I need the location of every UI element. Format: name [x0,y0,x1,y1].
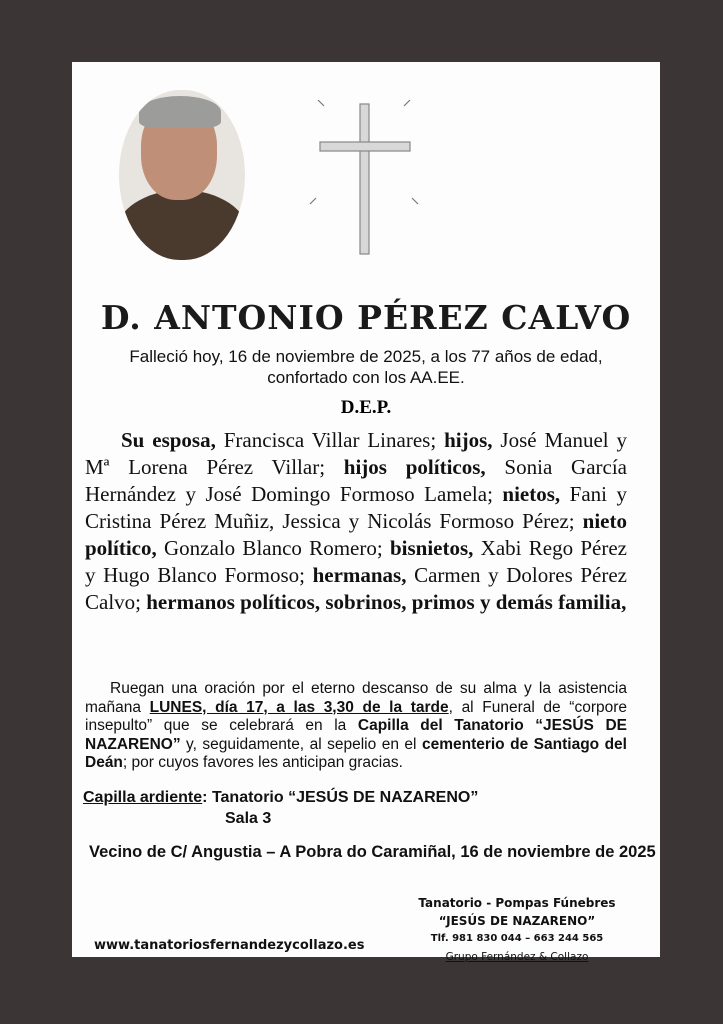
funeral-home-type: Tanatorio - Pompas Fúnebres [418,896,616,910]
funeral-home-phone: Tlf. 981 830 044 – 663 244 565 [430,933,604,944]
residence-line: Vecino de C/ Angustia – A Pobra do Caramiñal, 16 de noviembre de 2025 [89,843,656,861]
family-relation: nietos, [502,482,561,506]
family-list [85,427,627,616]
family-members: Carmen y Dolores Pérez Calvo; [85,563,627,614]
obituary-notice [72,62,660,963]
wake-room [83,787,478,829]
funeral-home-name: “JESÚS DE NAZARENO” [438,914,596,928]
text: , al Funeral de “corpore insepulto” que se celebrará en la [85,698,628,734]
family-members: Xabi Rego Pérez y Hugo Blanco Formoso; [85,536,627,587]
cemetery: cementerio de Santiago del Deán [85,735,627,771]
wake-label: Capilla ardiente [83,789,203,806]
text: Ruegan una oración por el eterno descanso de su alma y la asistencia mañana [85,680,627,716]
wake-place: Tanatorio “JESÚS DE NAZARENO” [211,789,479,806]
text: y, seguidamente, al sepelio en el [180,735,422,753]
family-members: Francisca Villar Linares; [215,428,445,452]
dep: D.E.P. [340,397,392,418]
sacraments-line: confortado con los AA.EE. [267,368,465,387]
funeral-home-info [402,894,632,966]
family-relation: hermanas, [312,563,407,587]
family-members: Gonzalo Blanco Romero; [156,536,390,560]
family-relation: nieto político, [85,509,627,560]
funeral-home-group: Grupo Fernández & Collazo [445,951,589,963]
death-line: Falleció hoy, 16 de noviembre de 2025, a los 77 años de edad, [129,347,603,366]
chapel: Capilla del Tanatorio “JESÚS DE NAZARENO” [85,717,628,753]
deceased-name: D. ANTONIO PÉREZ CALVO [100,298,632,337]
family-relation: hijos, [444,428,493,452]
sep: : [202,789,212,806]
family-relation: hijos políticos, [343,455,486,479]
family-members: Sonia García Hernández y José Domingo Formoso Lamela; [85,455,627,506]
family-relation: bisnietos, [389,536,474,560]
wake-room-number: Sala 3 [225,810,272,827]
cross-icon [304,100,424,260]
text: ; por cuyos favores les anticipan gracias. [122,754,403,771]
family-members: Fani y Cristina Pérez Muñiz, Jessica y Nicolás Formoso Pérez; [85,482,627,533]
family-relation: Su esposa, [121,428,216,452]
family-members: José Manuel y Mª Lorena Pérez Villar; [85,428,628,479]
funeral-datetime: LUNES, día 17, a las 3,30 de la tarde [149,698,449,716]
deceased-portrait [119,90,245,260]
funeral-announcement [85,680,627,773]
family-relation: hermanos políticos, sobrinos, primos y demás familia, [146,590,627,614]
death-notice [72,346,660,388]
website-link[interactable]: www.tanatoriosfernandezycollazo.es [94,938,365,953]
